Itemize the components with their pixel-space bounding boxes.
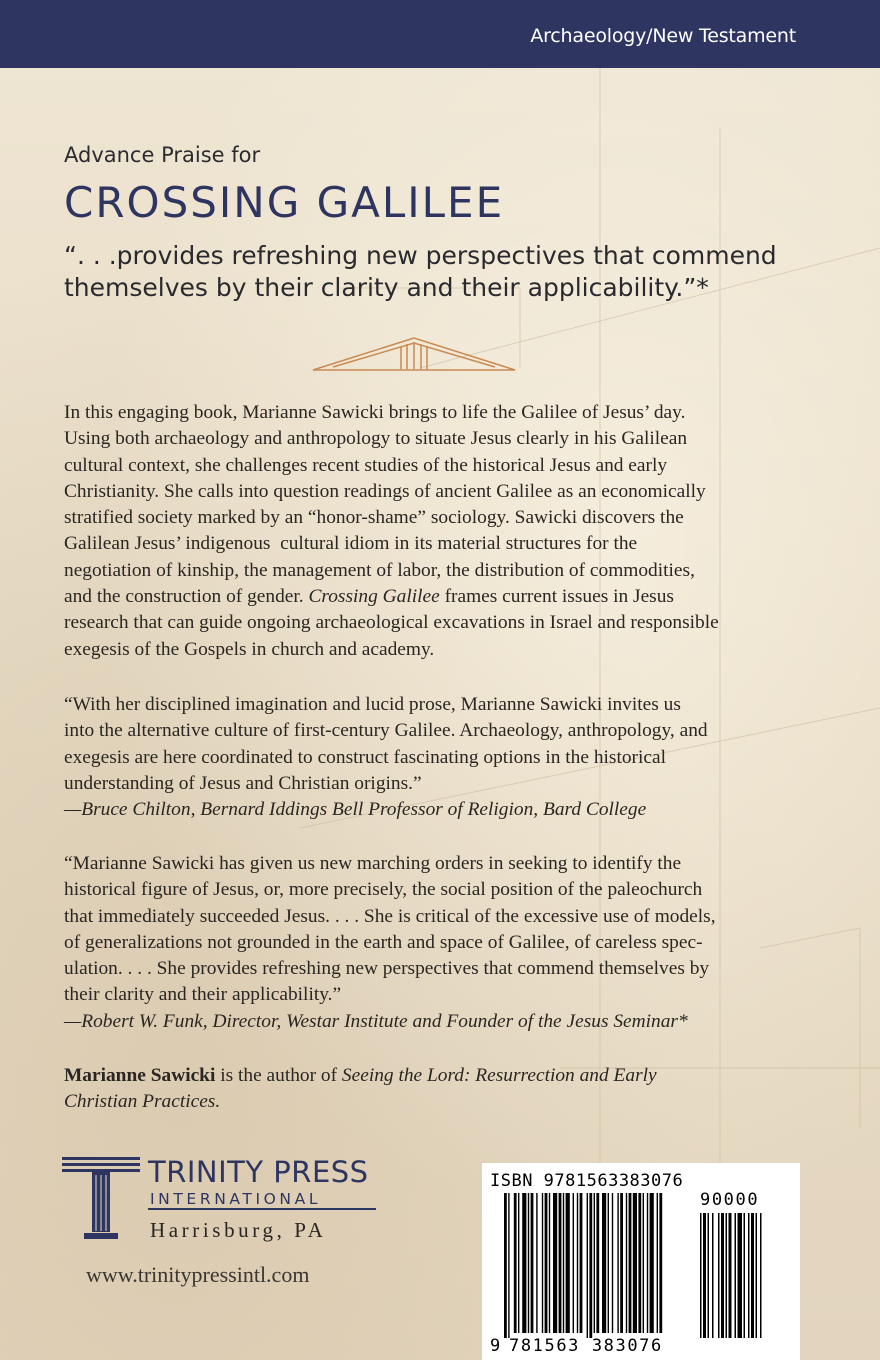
publisher-subname: INTERNATIONAL: [150, 1190, 322, 1208]
author-bio: [64, 1063, 816, 1116]
barcode-bar: [531, 1193, 534, 1333]
addon-bar: [703, 1213, 706, 1338]
bio-book-title: Christian Practices.: [64, 1091, 221, 1113]
addon-bar: [738, 1213, 743, 1338]
description-line: cultural context, she challenges recent studies of the historical Jesus and early: [64, 454, 668, 476]
description-line: exegesis of the Gospels in church and academy.: [64, 638, 435, 660]
barcode-bar: [553, 1193, 557, 1333]
barcode-bar: [508, 1193, 509, 1338]
quote-line: understanding of Jesus and Christian origins.”: [64, 772, 422, 794]
pull-quote: [64, 240, 784, 304]
quote-line: exegesis are here coordinated to construct fascinating options in the historical: [64, 746, 666, 768]
barcode-bar: [589, 1193, 592, 1338]
publisher-name: TRINITY PRESS: [148, 1155, 369, 1189]
publisher-city: Harrisburg, PA: [150, 1218, 327, 1242]
description-line: Christianity. She calls into question readings of ancient Galilee as an economically: [64, 480, 706, 502]
isbn-label: ISBN 9781563383076: [490, 1171, 684, 1191]
addon-bar: [712, 1213, 714, 1338]
book-title-italic: Crossing Galilee: [308, 586, 440, 608]
barcode-bar: [612, 1193, 613, 1333]
endorsement-funk: [64, 851, 816, 1035]
barcode-bar: [629, 1193, 632, 1333]
barcode-bar: [580, 1193, 583, 1333]
bio-line: [64, 1063, 816, 1089]
quote-attribution: —Robert W. Funk, Director, Westar Institute and Founder of the Jesus Seminar*: [64, 1010, 688, 1032]
isbn-barcode: [482, 1163, 800, 1360]
barcode-bar: [643, 1193, 644, 1333]
barcode-bar: [633, 1193, 637, 1333]
barcode-bar: [545, 1193, 548, 1333]
quote-attribution: —Bruce Chilton, Bernard Iddings Bell Professor of Religion, Bard College: [64, 799, 647, 821]
pull-quote-line: “. . .provides refreshing new perspectives that commend: [64, 241, 777, 270]
addon-bar: [756, 1213, 758, 1338]
barcode-bar: [536, 1193, 537, 1333]
description-text: frames current issues in Jesus: [439, 586, 674, 608]
ean-digits: 781563 383076: [509, 1336, 663, 1356]
pull-quote-line: themselves by their clarity and their applicability.”*: [64, 273, 709, 302]
quote-line: historical figure of Jesus, or, more precisely, the social position of the paleochurch: [64, 879, 703, 901]
barcode-bar: [650, 1193, 654, 1333]
quote-line: “Marianne Sawicki has given us new marching orders in seeking to identify the: [64, 853, 682, 874]
description-line: In this engaging book, Marianne Sawicki brings to life the Galilee of Jesus’ day.: [64, 402, 686, 423]
barcode-bar: [528, 1193, 529, 1333]
barcode-bar: [522, 1193, 526, 1333]
description-text: and the construction of gender.: [64, 586, 309, 608]
ean-first-digit: 9: [490, 1336, 501, 1356]
barcode-bar: [657, 1193, 658, 1333]
barcode-bar: [638, 1193, 641, 1333]
barcode-bar: [596, 1193, 599, 1333]
advance-praise-label: Advance Praise for: [64, 143, 261, 167]
addon-bar: [718, 1213, 720, 1338]
barcode-bar: [559, 1193, 562, 1333]
addon-bar: [708, 1213, 710, 1338]
trinity-press-logo-icon: [62, 1155, 140, 1241]
description-line: research that can guide ongoing archaeological excavations in Israel and responsible: [64, 612, 719, 634]
quote-line: that immediately succeeded Jesus. . . . She is critical of the excessive use of models,: [64, 905, 716, 927]
barcode-bar: [549, 1193, 550, 1333]
barcode-bar: [563, 1193, 564, 1333]
barcode-bar: [504, 1193, 507, 1338]
barcode-bar: [542, 1193, 543, 1333]
quote-line: ulation. . . . She provides refreshing new perspectives that commend themselves by: [64, 958, 710, 980]
barcode-bar: [577, 1193, 578, 1333]
description-line: stratified society marked by an “honor-shame” sociology. Sawicki discovers the: [64, 507, 684, 529]
temple-pediment-ornament: [311, 334, 517, 374]
addon-bar: [751, 1213, 754, 1338]
barcode-bar: [659, 1193, 662, 1333]
addon-bar: [744, 1213, 746, 1338]
addon-bar: [748, 1213, 750, 1338]
barcode-bar: [626, 1193, 627, 1333]
description-line: negotiation of kinship, the management of labor, the distribution of commodities,: [64, 559, 695, 581]
publisher-divider: [148, 1208, 376, 1210]
book-description: [64, 400, 816, 663]
quote-line: “With her disciplined imagination and lucid prose, Marianne Sawicki invites us: [64, 694, 681, 715]
description-line: Using both archaeology and anthropology to situate Jesus clearly in his Galilean: [64, 428, 688, 450]
barcode-bar: [573, 1193, 574, 1333]
description-line: Galilean Jesus’ indigenous cultural idiom in its material structures for the: [64, 533, 638, 555]
quote-line: of generalizations not grounded in the earth and space of Galilee, of careless spec-: [64, 931, 703, 953]
bio-book-title: Seeing the Lord: Resurrection and Early: [341, 1065, 657, 1086]
price-addon-digits: 90000: [700, 1190, 760, 1210]
barcode-bar: [514, 1193, 517, 1333]
addon-bar: [721, 1213, 724, 1338]
addon-bar: [735, 1213, 737, 1338]
barcode-bar: [566, 1193, 570, 1333]
header-band: [0, 0, 880, 68]
quote-line: into the alternative culture of first-century Galilee. Archaeology, anthropology, and: [64, 720, 708, 742]
quote-line: their clarity and their applicability.”: [64, 984, 342, 1006]
bio-text: is the author of: [215, 1065, 342, 1086]
book-title: CROSSING GALILEE: [64, 178, 505, 227]
category-label: Archaeology/New Testament: [530, 25, 796, 47]
addon-bar: [729, 1213, 732, 1338]
addon-bar: [726, 1213, 728, 1338]
barcode-bar: [620, 1193, 623, 1333]
barcode-bar: [587, 1193, 588, 1338]
barcode-bar: [647, 1193, 648, 1333]
description-line: [64, 584, 816, 610]
author-name: Marianne Sawicki: [64, 1065, 216, 1086]
addon-bar: [760, 1213, 762, 1338]
addon-bar: [700, 1213, 702, 1338]
barcode-bar: [594, 1193, 595, 1333]
barcode-bar: [617, 1193, 618, 1333]
publisher-website: www.trinitypressintl.com: [86, 1262, 310, 1287]
endorsement-chilton: [64, 692, 816, 823]
barcode-bar: [608, 1193, 609, 1333]
barcode-bar: [602, 1193, 606, 1333]
barcode-bar: [518, 1193, 519, 1333]
